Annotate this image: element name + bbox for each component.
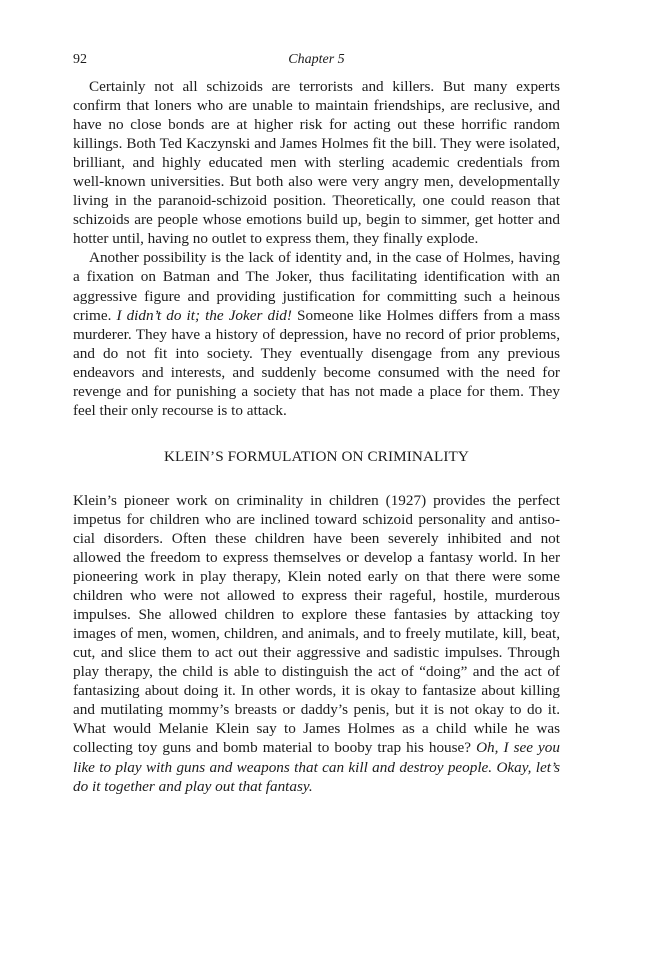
paragraph-identity-text-start: Another possibility is the lack of identity and, in the case of Holmes, having a fixation on Batman and The Joker, thus facilitating identification with an aggressive figure and providing justification for committing such a heinous crime. (73, 249, 560, 324)
joker-quote: I didn’t do it; the Joker did! (116, 306, 292, 324)
paragraph-klein (73, 491, 560, 796)
paragraph-schizoids: Certainly not all schizoids are terrorists and killers. But many experts confirm that loners who are unable to maintain friendships, are reclusive, and have no close bonds are at higher risk for acting out these horrific random killings. Both Ted Kaczynski and James Holmes fit the bill. They were isolated, brilliant, and highly educated men with sterling academic credentials from well-known universities. But both also were very angry men, developmentally living in the paranoid-schizoid position. Theoretically, one could reason that schizoids are people whose emotions build up, begin to simmer, get hotter and hotter until, having no outlet to express them, they finally explode. (73, 78, 560, 248)
page-header (73, 52, 560, 72)
paragraph-identity (73, 248, 560, 419)
body-text (73, 77, 560, 796)
paragraph-identity-text-end: Someone like Holmes differs from a mass murderer. They have a history of depression, have no record of prior problems, and do not fit into society. They eventually disengage from any previous endeavors and interests, and suddenly become consumed with the need for revenge and for punishing a society that has not made a place for them. They feel their only recourse is to attack. (73, 306, 561, 419)
klein-quote: Oh, I see you like to play with guns and weapons that can kill and destroy people. Okay, let’s do it together and play out that fantasy. (73, 739, 560, 795)
paragraph-klein-text: Klein’s pioneer work on criminality in children (1927) provides the perfect impetus for children who are inclined toward schizoid personality and antisocial disorders. Often these children have been severely inhibited and not allowed the freedom to express themselves or develop a fantasy world. In her pioneering work in play therapy, Klein noted early on that there were some children who were not allowed to express their rageful, hostile, murderous impulses. She allowed children to explore these fantasies by attacking toy images of men, women, children, and animals, and to freely mutilate, kill, beat, cut, and slice them to act out their aggressive and sadistic impulses. Through play therapy, the child is able to distinguish the act of “doing” and the act of fantasizing about doing it. In other words, it is okay to fantasize about killing and mutilating mommy’s breasts or daddy’s penis, but it is not okay to do it. What would Melanie Klein say to James Holmes as a child while he was collecting toy guns and bomb material to booby trap his house? (73, 491, 560, 757)
page-number: 92 (73, 52, 87, 67)
section-heading: KLEIN’S FORMULATION ON CRIMINALITY (163, 447, 470, 465)
running-head: Chapter 5 (288, 52, 345, 67)
